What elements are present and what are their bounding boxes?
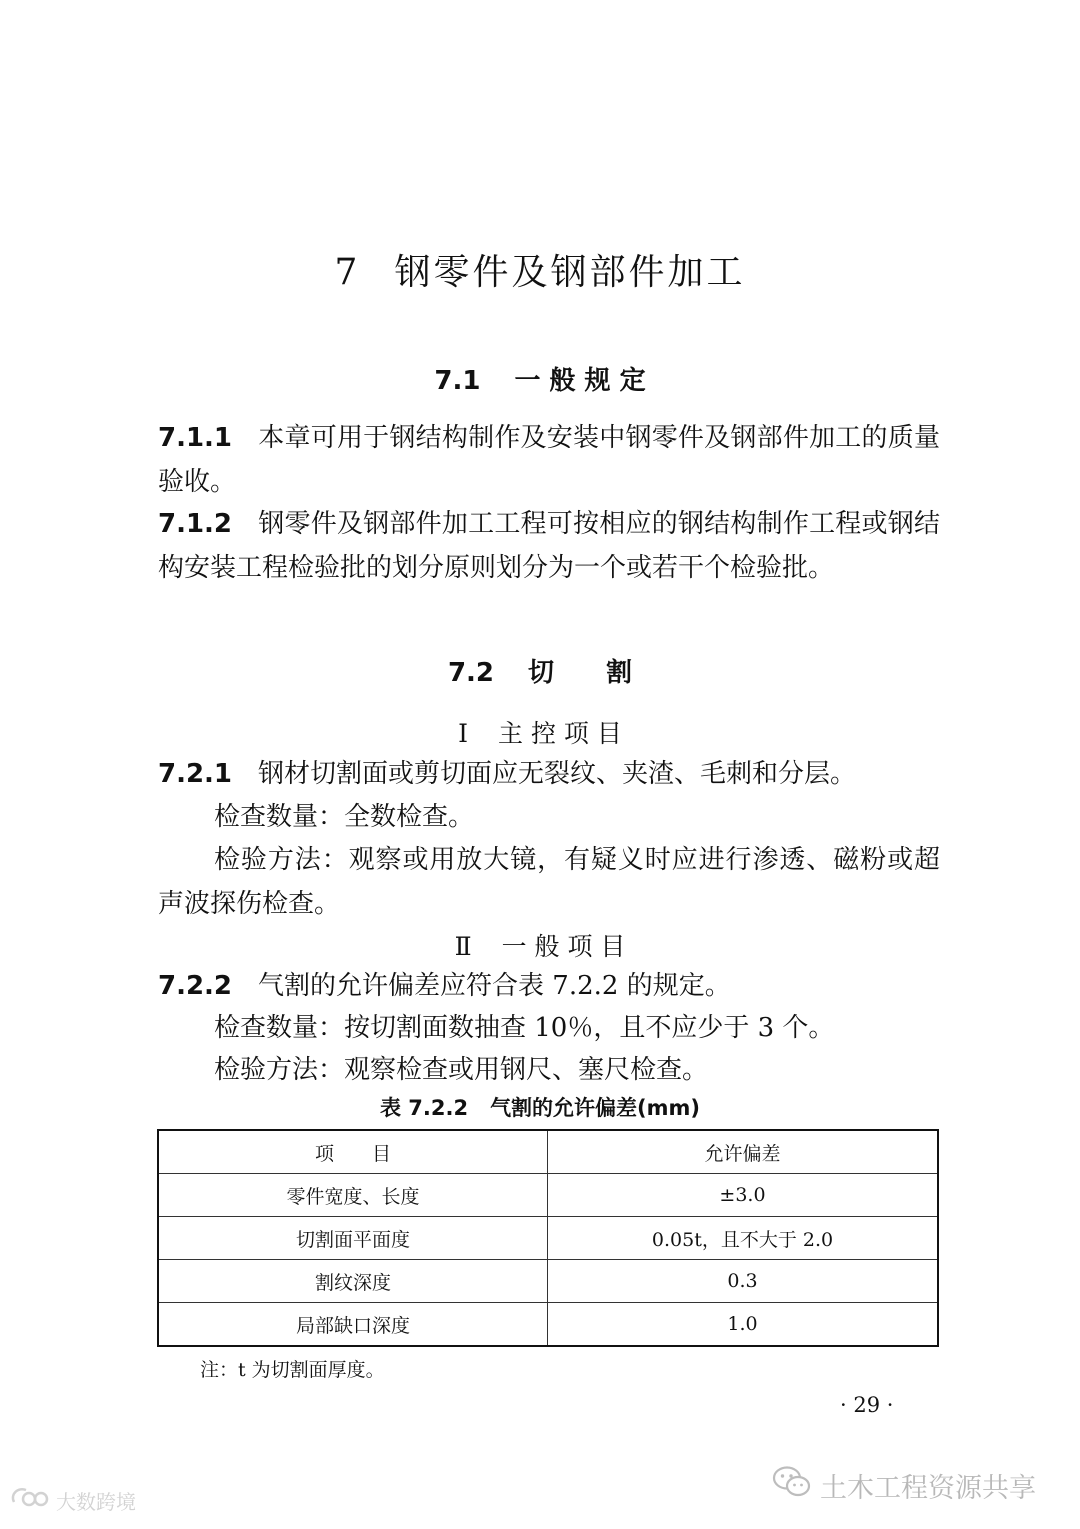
table-header-item: 项 目 <box>158 1130 548 1174</box>
subhead-title: 主 控 项 目 <box>498 719 622 748</box>
clause-number: 7.1.1 <box>158 423 233 453</box>
section-7-1-heading <box>0 360 1080 397</box>
section-title: 切 割 <box>528 658 633 688</box>
clause-7-2-1-check-method: 检验方法：观察或用放大镜，有疑义时应进行渗透、磁粉或超声波探伤检查。 <box>158 845 940 919</box>
section-number: 7.1 <box>434 366 481 396</box>
table-cell-tolerance: 0.05t，且不大于 2.0 <box>548 1217 939 1260</box>
clause-number: 7.2.1 <box>158 759 233 789</box>
chapter-number: 7 <box>334 252 361 293</box>
chapter-title-text: 钢零件及钢部件加工 <box>394 252 746 293</box>
clause-text: 本章可用于钢结构制作及安装中钢零件及钢部件加工的质量验收。 <box>158 423 940 497</box>
clause-7-2-2-check-method: 检验方法：观察检查或用钢尺、塞尺检查。 <box>214 1055 709 1085</box>
table-caption-label: 表 7.2.2 <box>379 1096 469 1120</box>
table-row <box>158 1260 938 1303</box>
clause-number: 7.1.2 <box>158 509 233 539</box>
subhead-roman-numeral: Ⅰ <box>458 719 469 748</box>
clause-7-2-1-check-quantity: 检查数量：全数检查。 <box>214 802 475 832</box>
clause-7-1-2 <box>158 502 940 590</box>
table-cell-item: 局部缺口深度 <box>158 1303 548 1347</box>
table-row <box>158 1217 938 1260</box>
clause-7-2-2 <box>158 964 940 1008</box>
table-note: 注：t 为切割面厚度。 <box>200 1359 385 1381</box>
clause-number: 7.2.2 <box>158 971 233 1001</box>
clause-7-2-1 <box>158 752 940 796</box>
chapter-title <box>0 244 1080 295</box>
clause-text: 钢材切割面或剪切面应无裂纹、夹渣、毛刺和分层。 <box>258 759 857 789</box>
section-title: 一 般 规 定 <box>514 366 646 396</box>
watermark-logo-icon <box>8 1484 50 1517</box>
table-cell-tolerance: ±3.0 <box>548 1174 939 1217</box>
table-cell-tolerance: 0.3 <box>548 1260 939 1303</box>
subhead-roman-numeral: Ⅱ <box>454 932 472 961</box>
table-header-row <box>158 1130 938 1174</box>
page-number: · 29 · <box>840 1393 894 1417</box>
clause-text: 钢零件及钢部件加工工程可按相应的钢结构制作工程或钢结构安装工程检验批的划分原则划分为一个或若干个检验批。 <box>158 509 940 583</box>
table-header-tolerance: 允许偏差 <box>548 1130 939 1174</box>
section-7-2-heading <box>0 652 1080 689</box>
table-cell-item: 割纹深度 <box>158 1260 548 1303</box>
table-cell-item: 切割面平面度 <box>158 1217 548 1260</box>
subhead-general-items <box>0 927 1080 963</box>
subhead-title: 一 般 项 目 <box>501 932 626 961</box>
watermark-right <box>772 1465 1036 1506</box>
table-row <box>158 1303 938 1347</box>
table-caption-title: 气割的允许偏差(mm) <box>490 1096 701 1120</box>
clause-text: 气割的允许偏差应符合表 7.2.2 的规定。 <box>258 971 731 1001</box>
watermark-left-text: 大数跨境 <box>56 1490 136 1514</box>
table-row <box>158 1174 938 1217</box>
table-cell-item: 零件宽度、长度 <box>158 1174 548 1217</box>
tolerance-table <box>157 1129 939 1347</box>
watermark-right-text: 土木工程资源共享 <box>820 1473 1036 1504</box>
wechat-icon <box>772 1465 812 1506</box>
watermark-left <box>8 1484 136 1517</box>
table-cell-tolerance: 1.0 <box>548 1303 939 1347</box>
clause-7-1-1 <box>158 416 940 504</box>
table-caption <box>0 1092 1080 1122</box>
clause-7-2-2-check-quantity: 检查数量：按切割面数抽查 10％，且不应少于 3 个。 <box>214 1013 835 1043</box>
subhead-main-control-items <box>0 714 1080 750</box>
section-number: 7.2 <box>447 658 495 688</box>
